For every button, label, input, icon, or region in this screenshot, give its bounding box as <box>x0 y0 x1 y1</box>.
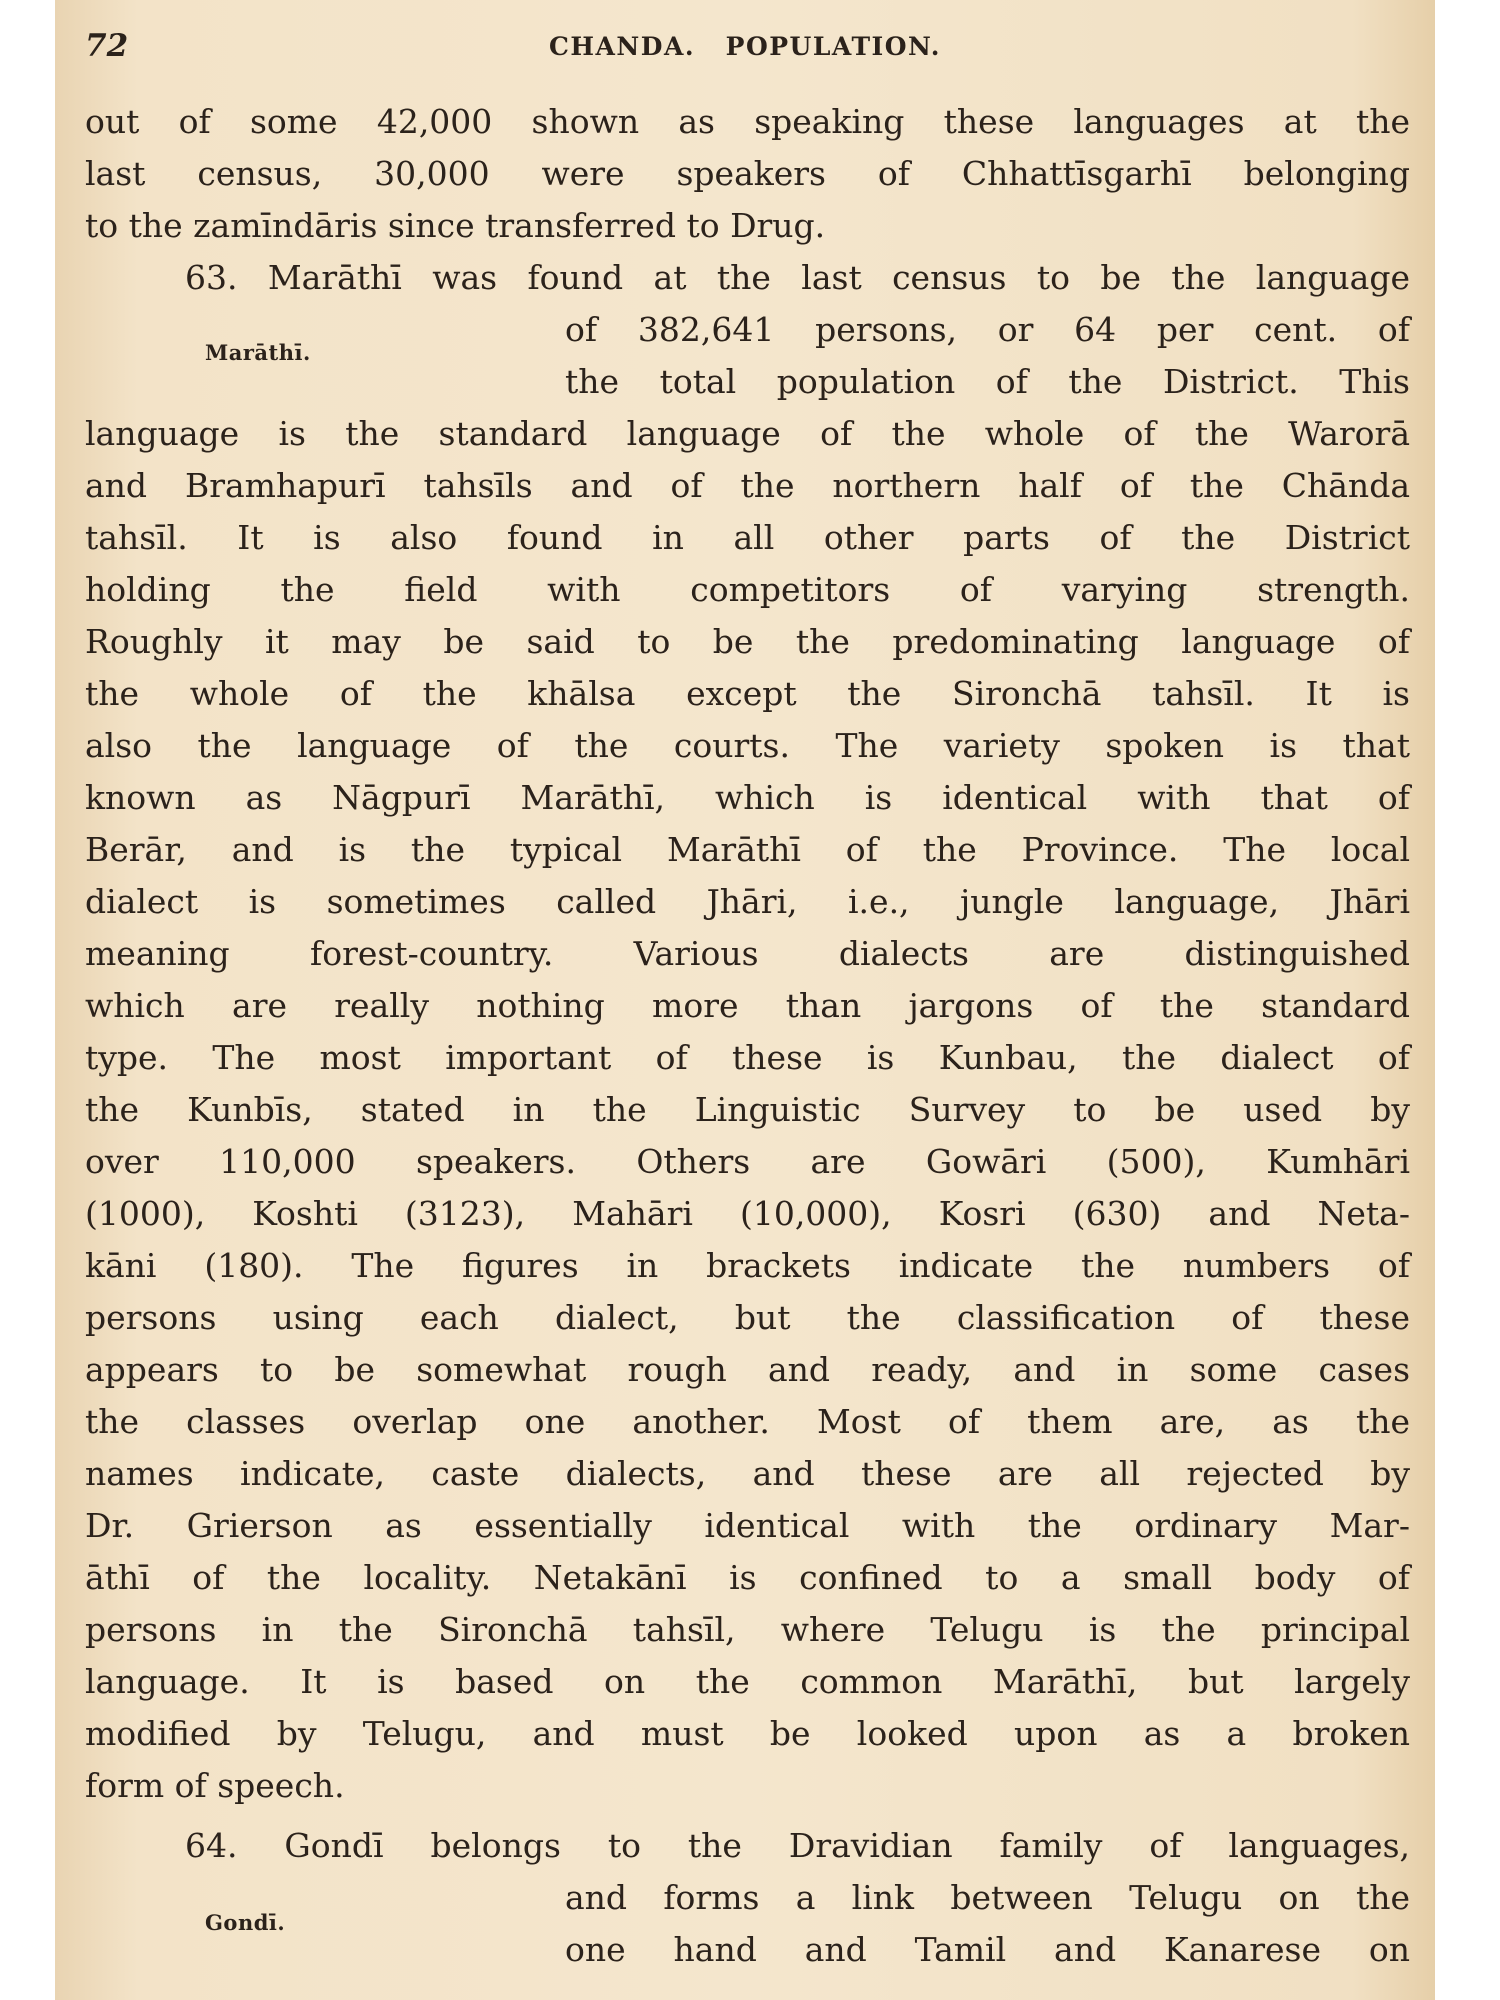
text-line: āthī of the locality. Netakānī is confined to a small body of <box>85 1558 1410 1597</box>
text-line: the total population of the District. This <box>565 362 1410 401</box>
text-line: Roughly it may be said to be the predominating language of <box>85 622 1410 661</box>
page-header <box>85 28 1405 68</box>
text-line: language is the standard language of the whole of the Warorā <box>85 414 1410 453</box>
text-line: type. The most important of these is Kunbau, the dialect of <box>85 1038 1410 1077</box>
text-line: and Bramhapurī tahsīls and of the northern half of the Chānda <box>85 466 1410 505</box>
text-line: out of some 42,000 shown as speaking these languages at the <box>85 102 1410 141</box>
text-line: last census, 30,000 were speakers of Chhattīsgarhī belonging <box>85 154 1410 193</box>
text-line: appears to be somewhat rough and ready, and in some cases <box>85 1350 1410 1389</box>
sidenote-marathi: Marāthī. <box>205 340 311 365</box>
text-line: form of speech. <box>85 1766 345 1805</box>
text-line: to the zamīndāris since transferred to Drug. <box>85 206 826 245</box>
text-line: Berār, and is the typical Marāthī of the Province. The local <box>85 830 1410 869</box>
text-line: over 110,000 speakers. Others are Gowāri (500), Kumhāri <box>85 1142 1410 1181</box>
running-head: CHANDA. POPULATION. <box>549 32 941 61</box>
text-line: which are really nothing more than jargons of the standard <box>85 986 1410 1025</box>
paragraph-64-start: 64. Gondī belongs to the Dravidian family of languages, <box>185 1826 1410 1865</box>
text-line: of 382,641 persons, or 64 per cent. of <box>565 310 1410 349</box>
text-line: modified by Telugu, and must be looked upon as a broken <box>85 1714 1410 1753</box>
text-line: (1000), Koshti (3123), Mahāri (10,000), Kosri (630) and Neta- <box>85 1194 1410 1233</box>
body-text <box>85 96 1410 1976</box>
text-line: one hand and Tamil and Kanarese on <box>565 1930 1410 1969</box>
paragraph-63-start: 63. Marāthī was found at the last census to be the language <box>185 258 1410 297</box>
text-line: persons using each dialect, but the classification of these <box>85 1298 1410 1337</box>
text-line: the Kunbīs, stated in the Linguistic Survey to be used by <box>85 1090 1410 1129</box>
text-line: meaning forest-country. Various dialects are distinguished <box>85 934 1410 973</box>
text-line: also the language of the courts. The variety spoken is that <box>85 726 1410 765</box>
text-line: and forms a link between Telugu on the <box>565 1878 1410 1917</box>
text-line: tahsīl. It is also found in all other parts of the District <box>85 518 1410 557</box>
text-line: persons in the Sironchā tahsīl, where Telugu is the principal <box>85 1610 1410 1649</box>
book-page <box>55 0 1435 2000</box>
text-line: dialect is sometimes called Jhāri, i.e., jungle language, Jhāri <box>85 882 1410 921</box>
text-line: language. It is based on the common Marāthī, but largely <box>85 1662 1410 1701</box>
text-line: Dr. Grierson as essentially identical with the ordinary Mar- <box>85 1506 1410 1545</box>
text-line: names indicate, caste dialects, and these are all rejected by <box>85 1454 1410 1493</box>
text-line: holding the field with competitors of varying strength. <box>85 570 1410 609</box>
text-line: the whole of the khālsa except the Sironchā tahsīl. It is <box>85 674 1410 713</box>
text-line: kāni (180). The figures in brackets indicate the numbers of <box>85 1246 1410 1285</box>
page-number: 72 <box>85 28 129 64</box>
text-line: the classes overlap one another. Most of them are, as the <box>85 1402 1410 1441</box>
text-line: known as Nāgpurī Marāthī, which is identical with that of <box>85 778 1410 817</box>
sidenote-gondi: Gondī. <box>205 1910 286 1935</box>
